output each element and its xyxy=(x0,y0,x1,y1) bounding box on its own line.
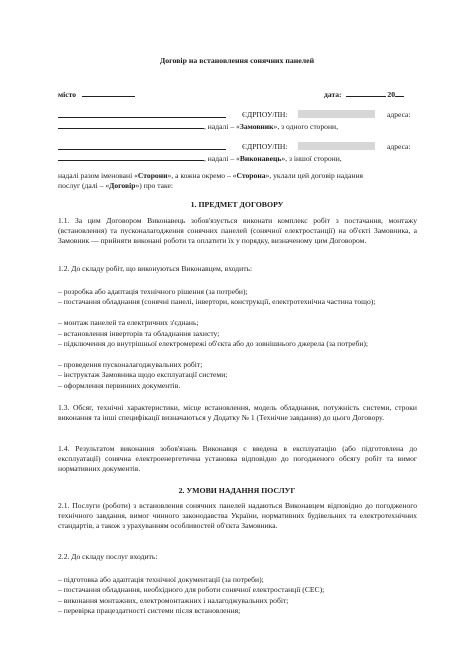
list-item: – інструктаж Замовника щодо експлуатації системи; xyxy=(58,370,228,379)
list-item: – постачання обладнання (сонячні панелі, інвертори, конструкції, електротехнічна частина тощо); xyxy=(58,297,376,306)
contractor-edrpou-label: ЄДРПОУ/ПН: xyxy=(242,142,288,151)
list-item: – оформлення первинних документів. xyxy=(58,381,181,390)
city-label: місто xyxy=(58,90,77,99)
list-item: – розробка або адаптація технічного рішення (за потреби); xyxy=(58,287,248,296)
clause-1-4: 1.4. Результатом виконання зобов'язань Виконавця є введена в експлуатацію (або підготовлена до експлуатації) сонячна електроенергетична установка відповідно до погодженого обсягу робіт та вимог нормативних документів. xyxy=(58,444,417,473)
year-prefix: 20 xyxy=(387,90,395,99)
contractor-role: Виконавець xyxy=(239,154,282,163)
contractor-edrpou xyxy=(242,142,375,152)
city-blank[interactable] xyxy=(82,89,135,97)
contractor-row-1 xyxy=(58,142,226,153)
clause-1-3: 1.3. Обсяг, технічні характеристики, місце встановлення, модель обладнання, потужність системи, строки виконання та інші специфікації визначаються у Додатку № 1 (Технічне завдання) до цього Договору. xyxy=(58,403,417,422)
customer-edrpou-label: ЄДРПОУ/ПН: xyxy=(242,110,288,119)
list-item: – підключення до внутрішньої електромережі об'єкта або до зовнішнього джерела (за потреби); xyxy=(58,339,369,348)
contractor-edrpou-field[interactable] xyxy=(298,142,375,150)
contractor-row-2: , надалі – «Виконавець», з іншої сторони, xyxy=(58,153,342,164)
city-row xyxy=(58,89,135,100)
list-item: – проведення пусконалагоджувальних робіт; xyxy=(58,360,203,369)
date-label: дата: xyxy=(324,90,342,99)
list-item: – монтаж панелей та електричних з'єднань; xyxy=(58,318,199,327)
customer-address-label: адреса: xyxy=(387,110,411,119)
customer-edrpou xyxy=(242,110,375,120)
date-blank[interactable] xyxy=(346,89,386,97)
contractor-name-blank[interactable] xyxy=(58,142,226,150)
list-item: – встановлення інверторів та обладнання захисту; xyxy=(58,329,220,338)
contractor-address-blank[interactable] xyxy=(58,153,204,161)
customer-edrpou-field[interactable] xyxy=(298,110,375,118)
list-item: – виконання монтажних, електромонтажних і налагоджувальних робіт; xyxy=(58,596,289,605)
contractor-address xyxy=(387,142,411,152)
contractor-address-label: адреса: xyxy=(387,142,411,151)
customer-name-blank[interactable] xyxy=(58,110,226,118)
clause-2-1: 2.1. Послуги (роботи) з встановлення сонячних панелей надаються Виконавцем відповідно до погодженого технічного завдання, вимог чинного законодавства України, нормативних будівельних та електротехнічних стандартів, а також з урахуванням особливостей об'єкта Замовника. xyxy=(58,501,417,530)
section1-heading: 1. ПРЕДМЕТ ДОГОВОРУ xyxy=(190,200,284,209)
clause-1-1: 1.1. За цим Договором Виконавець зобов'язується виконати комплекс робіт з постачання, монтажу (встановлення) та пусконалагодження сонячних панелей (сонячної електростанції) на об'єкті Замовника, а Замовник — прийняти виконані роботи та оплатити їх у порядку, визначеному цим Договором. xyxy=(58,216,417,245)
year-blank[interactable] xyxy=(395,89,404,97)
list-item: – перевірка працездатності системи після встановлення; xyxy=(58,606,241,615)
clause-2-2: 2.2. До складу послуг входить: xyxy=(58,552,158,561)
customer-role: Замовник xyxy=(239,122,274,131)
intro-line-2: послуг (далі – «Договір») про таке: xyxy=(58,181,174,190)
customer-row-2: , надалі – «Замовник», з одного сторони, xyxy=(58,121,338,132)
customer-address xyxy=(387,110,411,120)
list-item: – підготовка або адаптація технічної документації (за потреби); xyxy=(58,575,264,584)
document-title: Договір на встановлення сонячних панелей xyxy=(159,56,315,65)
customer-address-blank[interactable] xyxy=(58,121,204,129)
customer-row-1 xyxy=(58,110,226,121)
list-item: – постачання обладнання, необхідного для роботи сонячної електростанції (СЕС); xyxy=(58,585,325,594)
clause-1-2: 1.2. До складу робіт, що виконуються Виконавцем, входить: xyxy=(58,264,253,273)
section2-heading: 2. УМОВИ НАДАННЯ ПОСЛУГ xyxy=(178,486,296,495)
intro-line-1: надалі разом іменовані «Сторони», а кожна окремо – «Сторона», уклали цей договір надання xyxy=(58,171,364,180)
date-row xyxy=(324,89,404,100)
